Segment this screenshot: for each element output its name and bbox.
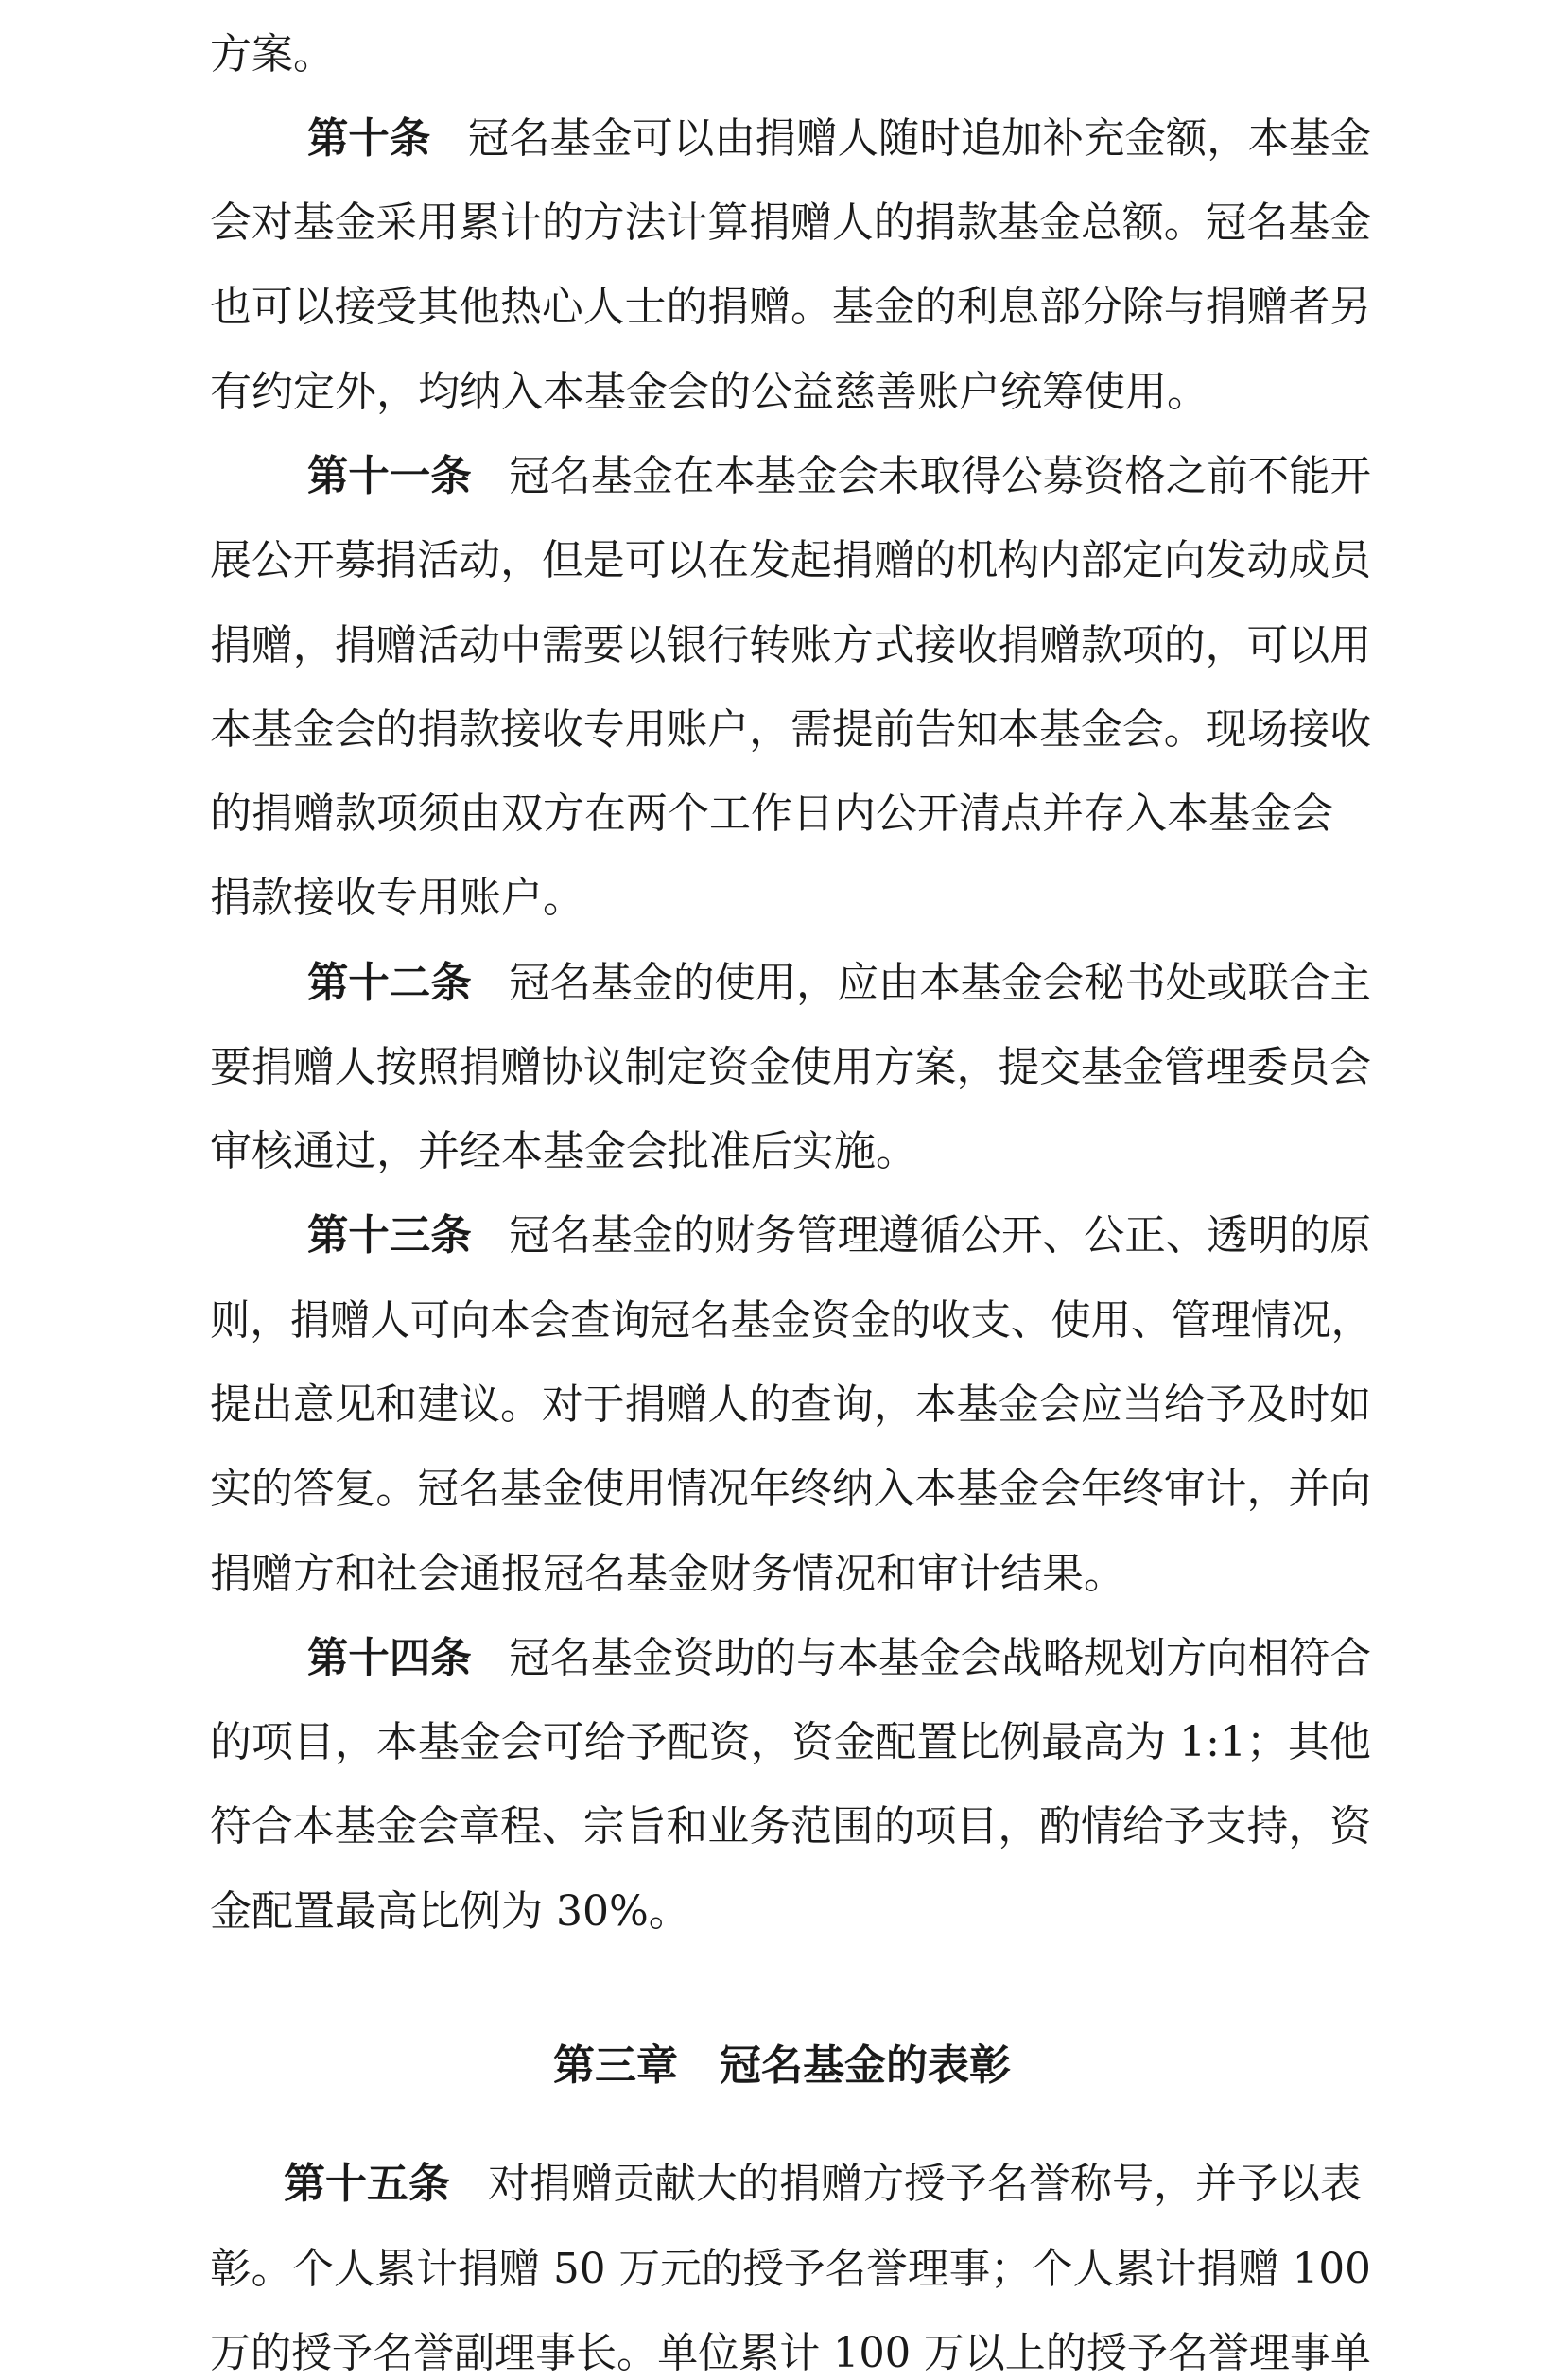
text-line: 审核通过，并经本基金会批准后实施。	[210, 1127, 917, 1175]
article-15-line: 第十五条 对捐赠贡献大的捐赠方授予名誉称号，并予以表	[284, 2160, 1362, 2208]
text-line: 提出意见和建议。对于捐赠人的查询，本基金会应当给予及时如	[210, 1381, 1372, 1429]
article-12-line: 第十二条 冠名基金的使用，应由本基金会秘书处或联合主	[307, 959, 1371, 1007]
article-number: 第十三条	[307, 1211, 472, 1259]
chapter-title: 冠名基金的表彰	[720, 2041, 1011, 2090]
text-line: 万的授予名誉副理事长。单位累计 100 万以上的授予名誉理事单	[210, 2329, 1371, 2377]
text-line: 也可以接受其他热心人士的捐赠。基金的利息部分除与捐赠者另	[210, 283, 1372, 331]
text-line: 捐款接收专用账户。	[210, 874, 584, 922]
article-number: 第十条	[307, 114, 431, 163]
chapter-heading	[0, 2040, 1564, 2093]
article-number: 第十四条	[307, 1634, 472, 1682]
article-number: 第十五条	[284, 2160, 450, 2208]
text-line: 会对基金采用累计的方法计算捐赠人的捐款基金总额。冠名基金	[210, 199, 1372, 247]
text-line: 金配置最高比例为 30%。	[210, 1887, 690, 1936]
text-line: 捐赠，捐赠活动中需要以银行转账方式接收捐赠款项的，可以用	[210, 621, 1372, 669]
article-13-line: 第十三条 冠名基金的财务管理遵循公开、公正、透明的原	[307, 1211, 1371, 1259]
text-line: 的捐赠款项须由双方在两个工作日内公开清点并存入本基金会	[210, 790, 1333, 838]
text-line: 要捐赠人按照捐赠协议制定资金使用方案，提交基金管理委员会	[210, 1043, 1372, 1091]
text-line: 实的答复。冠名基金使用情况年终纳入本基金会年终审计，并向	[210, 1465, 1372, 1513]
text-line: 方案。	[210, 30, 335, 78]
article-11-line: 第十一条 冠名基金在本基金会未取得公募资格之前不能开	[307, 452, 1371, 500]
text-line: 本基金会的捐款接收专用账户，需提前告知本基金会。现场接收	[210, 705, 1372, 754]
text-line: 有约定外，均纳入本基金会的公益慈善账户统筹使用。	[210, 368, 1208, 416]
article-number: 第十二条	[307, 959, 472, 1007]
article-number: 第十一条	[307, 452, 472, 500]
article-14-line: 第十四条 冠名基金资助的与本基金会战略规划方向相符合	[307, 1634, 1371, 1682]
text-line: 彰。个人累计捐赠 50 万元的授予名誉理事；个人累计捐赠 100	[210, 2245, 1371, 2293]
text-line: 的项目，本基金会可给予配资，资金配置比例最高为 1:1；其他	[210, 1718, 1371, 1766]
text-line: 捐赠方和社会通报冠名基金财务情况和审计结果。	[210, 1550, 1125, 1598]
text-line: 则，捐赠人可向本会查询冠名基金资金的收支、使用、管理情况，	[210, 1296, 1372, 1345]
text-line: 符合本基金会章程、宗旨和业务范围的项目，酌情给予支持，资	[210, 1802, 1372, 1850]
article-10-line: 第十条 冠名基金可以由捐赠人随时追加补充金额，本基金	[307, 114, 1371, 163]
text-line: 展公开募捐活动，但是可以在发起捐赠的机构内部定向发动成员	[210, 536, 1372, 584]
chapter-number: 第三章	[553, 2041, 678, 2090]
